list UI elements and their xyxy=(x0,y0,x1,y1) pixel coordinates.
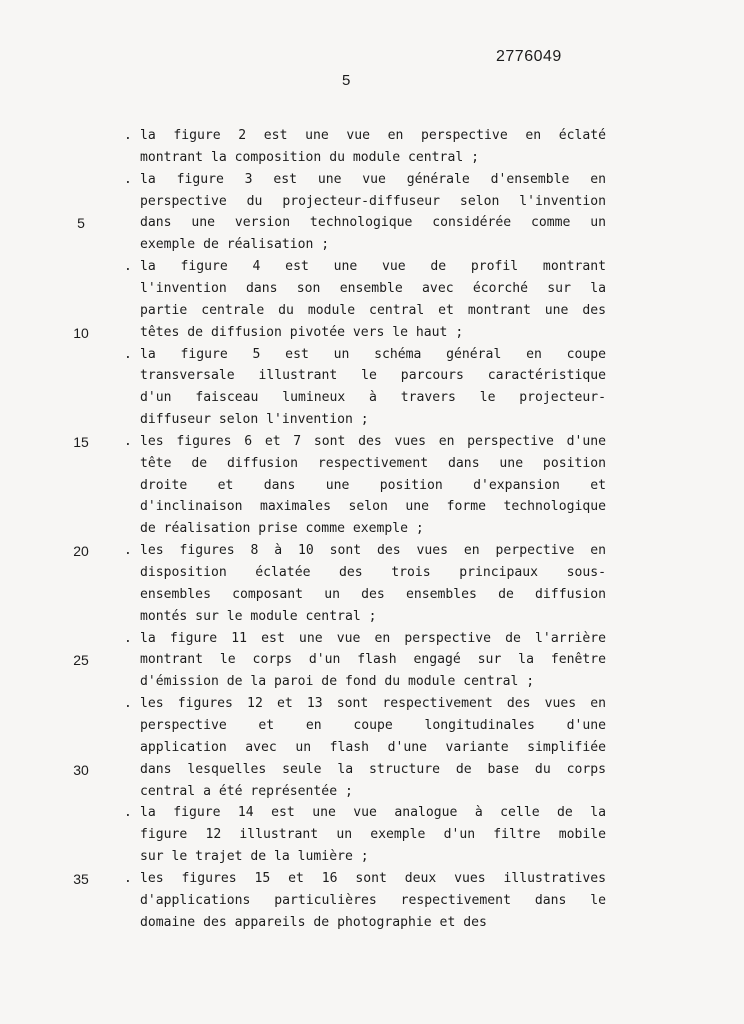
text-line: figure 12 illustrant un exemple d'un filtre mobile xyxy=(140,827,606,843)
bullet-marker: . xyxy=(124,346,132,362)
text-line: les figures 15 et 16 sont deux vues illustratives xyxy=(140,870,606,886)
bullet-marker: . xyxy=(124,259,132,275)
text-line: partie centrale du module central et montrant une des xyxy=(140,302,606,318)
line-number: 20 xyxy=(73,543,89,560)
text-line: central a été représentée ; xyxy=(140,783,353,799)
line-number: 15 xyxy=(73,433,89,450)
text-line: les figures 6 et 7 sont des vues en perspective d'une xyxy=(140,433,606,449)
text-line: les figures 12 et 13 sont respectivement des vues en xyxy=(140,696,606,712)
text-line: ensembles composant un des ensembles de diffusion xyxy=(140,586,606,602)
text-line: d'inclinaison maximales selon une forme technologique xyxy=(140,499,606,515)
text-line: application avec un flash d'une variante simplifiée xyxy=(140,739,606,755)
line-number: 30 xyxy=(73,761,89,778)
text-line: exemple de réalisation ; xyxy=(140,237,330,253)
text-line: les figures 8 à 10 sont des vues en perpective en xyxy=(140,543,606,559)
text-line: droite et dans une position d'expansion et xyxy=(140,477,606,493)
text-line: têtes de diffusion pivotée vers le haut ; xyxy=(140,324,464,340)
text-line: l'invention dans son ensemble avec écorché sur la xyxy=(140,280,606,296)
text-line: montrant le corps d'un flash engagé sur la fenêtre xyxy=(140,652,606,668)
text-line: d'un faisceau lumineux à travers le projecteur- xyxy=(140,390,606,406)
page-number: 5 xyxy=(342,72,351,89)
text-line: la figure 4 est une vue de profil montrant xyxy=(140,259,606,275)
text-line: la figure 3 est une vue générale d'ensemble en xyxy=(140,171,606,187)
text-line: la figure 14 est une vue analogue à celle de la xyxy=(140,805,606,821)
bullet-marker: . xyxy=(124,696,132,712)
text-line: domaine des appareils de photographie et des xyxy=(140,914,487,930)
line-number: 25 xyxy=(73,652,89,669)
text-line: disposition éclatée des trois principaux sous- xyxy=(140,565,606,580)
text-line: tête de diffusion respectivement dans une position xyxy=(140,455,606,471)
text-line: dans une version technologique considérée comme un xyxy=(140,215,606,231)
bullet-marker: . xyxy=(124,543,132,559)
bullet-marker: . xyxy=(124,870,132,886)
line-number: 10 xyxy=(73,324,89,341)
bullet-marker: . xyxy=(124,128,132,143)
text-line: transversale illustrant le parcours caractéristique xyxy=(140,368,606,384)
text-line: de réalisation prise comme exemple ; xyxy=(140,521,424,537)
text-line: sur le trajet de la lumière ; xyxy=(140,849,369,865)
document-number: 2776049 xyxy=(496,48,562,65)
bullet-marker: . xyxy=(124,433,132,449)
text-line: d'applications particulières respectivement dans le xyxy=(140,892,606,908)
text-line: dans lesquelles seule la structure de base du corps xyxy=(140,761,606,777)
bullet-marker: . xyxy=(124,630,132,646)
bullet-marker: . xyxy=(124,171,132,187)
text-line: perspective du projecteur-diffuseur selon l'invention xyxy=(140,193,606,209)
text-line: la figure 5 est un schéma général en coupe xyxy=(140,346,606,362)
text-line: montrant la composition du module central ; xyxy=(140,149,479,165)
text-line: diffuseur selon l'invention ; xyxy=(140,412,369,428)
text-line: perspective et en coupe longitudinales d'une xyxy=(140,717,606,733)
text-line: montés sur le module central ; xyxy=(140,608,377,624)
line-number: 5 xyxy=(77,215,85,232)
line-number: 35 xyxy=(73,870,89,887)
text-line: la figure 11 est une vue en perspective de l'arrière xyxy=(140,630,606,646)
text-line: la figure 2 est une vue en perspective en éclaté xyxy=(140,128,606,143)
text-line: d'émission de la paroi de fond du module central ; xyxy=(140,674,535,690)
bullet-marker: . xyxy=(124,805,132,821)
